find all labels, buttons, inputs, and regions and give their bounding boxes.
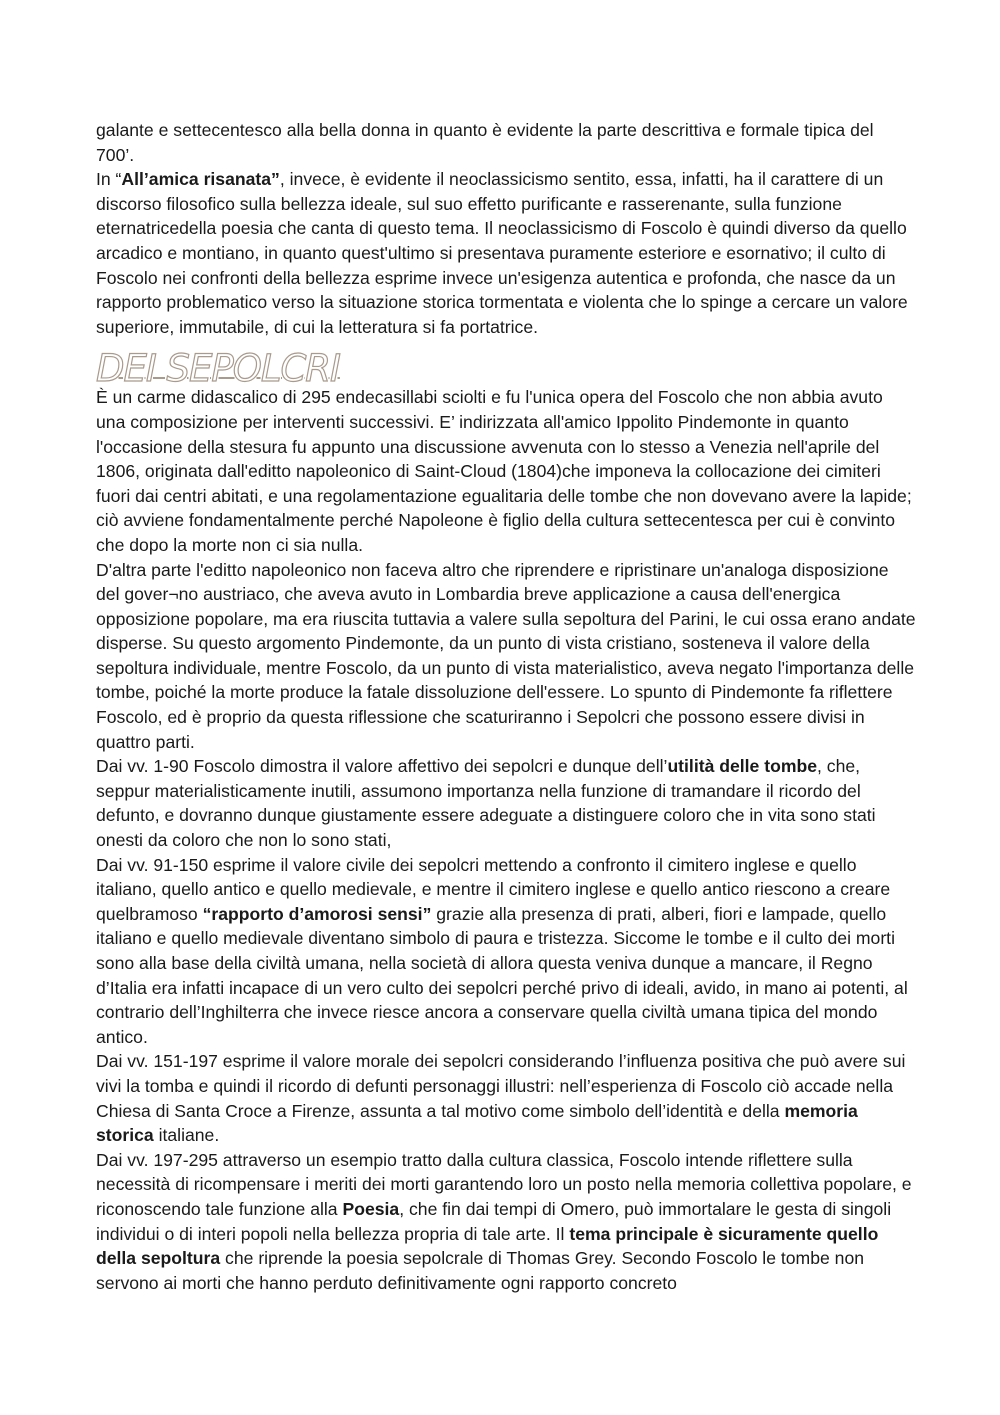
p3-text-start: Dai vv. 1-90 Foscolo dimostra il valore affettivo dei sepolcri e dunque dell’ xyxy=(96,756,668,777)
amica-prefix: In “ xyxy=(96,169,122,190)
document-page xyxy=(96,118,916,1295)
p6-text-end: che riprende la poesia sepolcrale di Thomas Grey. Secondo Foscolo le tombe non servono ai morti che hanno perduto definitivamente ogni rapporto concreto xyxy=(96,1248,865,1293)
amica-title: All’amica risanata” xyxy=(121,169,280,190)
sepolcri-paragraph-2: D'altra parte l'editto napoleonico non faceva altro che riprendere e ripristinare un'analoga disposizione del gover¬no austriaco, che aveva avuto in Lombardia breve applicazione a causa dell'energica opposizione popolare, ma era riuscita tuttavia a valere sulla sepoltura del Parini, le cui ossa erano andate disperse. Su questo argomento Pindemonte, da un punto di vista cristiano, sosteneva il valore della sepoltura individuale, mentre Foscolo, da un punto di vista materialistico, aveva negato l'importanza delle tombe, poiché la morte produce la fatale dissoluzione dell'essere. Lo spunto di Pindemonte fa riflettere Foscolo, ed è proprio da questa riflessione che scaturiranno i Sepolcri che possono essere divisi in quattro parti. xyxy=(96,559,916,752)
sepolcri-paragraph-6 xyxy=(96,1148,916,1296)
p6-bold-poesia: Poesia xyxy=(342,1198,400,1219)
p3-bold: utilità delle tombe xyxy=(667,756,818,777)
p6-text-middle: , che fin dai tempi di Omero, può immortalare le gesta di singoli individui o di interi popoli nella bellezza propria di tale arte. Il xyxy=(96,1198,892,1244)
amica-body: , invece, è evidente il neoclassicismo sentito, essa, infatti, ha il carattere di un discorso filosofico sulla bellezza ideale, sul suo effetto purificante e rasserenante, sulla funzione eternatricedella poesia che canta di questo tema. Il neoclassicismo di Foscolo è quindi diverso da quello arcadico e montiano, in quanto quest'ultimo si presentava puramente esteriore e esornativo; il culto di Foscolo nei confronti della bellezza esprime invece un'esigenza autentica e profonda, che nasce da un rapporto problematico verso la situazione storica tormentata e violenta che lo spinge a cercare un valore superiore, immutabile, di cui la letteratura si fa portatrice. xyxy=(96,169,908,337)
sepolcri-paragraph-3 xyxy=(96,754,916,852)
sepolcri-paragraph-1: È un carme didascalico di 295 endecasillabi sciolti e fu l'unica opera del Foscolo che non abbia avuto una composizione per interventi successivi. E’ indirizzata all'amico Ippolito Pindemonte in quanto l'occasione della stesura fu appunto una discussione avvenuta con lo stesso a Venezia nell'aprile del 1806, originata dall'editto napoleonico di Saint-Cloud (1804)che imponeva la collocazione dei cimiteri fuori dai centri abitati, e una regolamentazione egualitaria delle tombe che non dovevano avere la lapide; ciò avviene fondamentalmente perché Napoleone è figlio della cultura settecentesca per cui è convinto che dopo la morte non ci sia nulla. xyxy=(96,387,912,555)
p5-bold: memoria storica xyxy=(96,1100,858,1146)
p6-bold-tema: tema principale è sicuramente quello della sepoltura xyxy=(96,1223,879,1269)
sepolcri-paragraph-5 xyxy=(96,1049,916,1147)
p5-text-end: italiane. xyxy=(153,1125,220,1146)
p4-bold: “rapporto d’amorosi sensi” xyxy=(202,903,432,924)
intro-paragraph-1: galante e settecentesco alla bella donna in quanto è evidente la parte descrittiva e formale tipica del 700’. xyxy=(96,120,874,165)
p5-text-start: Dai vv. 151-197 esprime il valore morale dei sepolcri considerando l’influenza positiva che può avere sui vivi la tomba e quindi il ricordo di defunti personaggi illustri: nell’esperienza di Foscolo ciò accade nella Chiesa di Santa Croce a Firenze, assunta a tal motivo come simbolo dell’identità e della xyxy=(96,1051,906,1121)
p3-text-end: , che, seppur materialisticamente inutili, assumono importanza nella funzione di tramandare il ricordo del defunto, e dovranno dunque giustamente essere adeguate a distinguere coloro che in vita sono stati onesti da coloro che non lo sono stati, xyxy=(96,756,876,851)
intro-paragraph-2 xyxy=(96,167,916,339)
sepolcri-paragraph-4 xyxy=(96,853,916,1050)
section-heading: DEI SEPOLCRI xyxy=(96,347,340,391)
p6-text-start: Dai vv. 197-295 attraverso un esempio tratto dalla cultura classica, Foscolo intende riflettere sulla necessità di ricompensare i meriti dei morti garantendo loro un posto nella memoria collettiva popolare, e riconoscendo tale funzione alla xyxy=(96,1149,912,1219)
p4-text-end: grazie alla presenza di prati, alberi, fiori e lampade, quello italiano e quello medievale diventano simbolo di paura e tristezza. Siccome le tombe e il culto dei morti sono alla base della civiltà umana, nella società di allora questa veniva dunque a mancare, il Regno d’Italia era infatti incapace di un vero culto dei sepolcri perché privo di ideali, avido, in mano ai potenti, al contrario dell’Inghilterra che invece riesce ancora a conservare quella civiltà umana tipica del mondo antico. xyxy=(96,903,908,1047)
p4-text-start: Dai vv. 91-150 esprime il valore civile dei sepolcri mettendo a confronto il cimitero inglese e quello italiano, quello antico e quello medievale, e mentre il cimitero inglese e quello antico riescono a creare quelbramoso xyxy=(96,854,891,924)
